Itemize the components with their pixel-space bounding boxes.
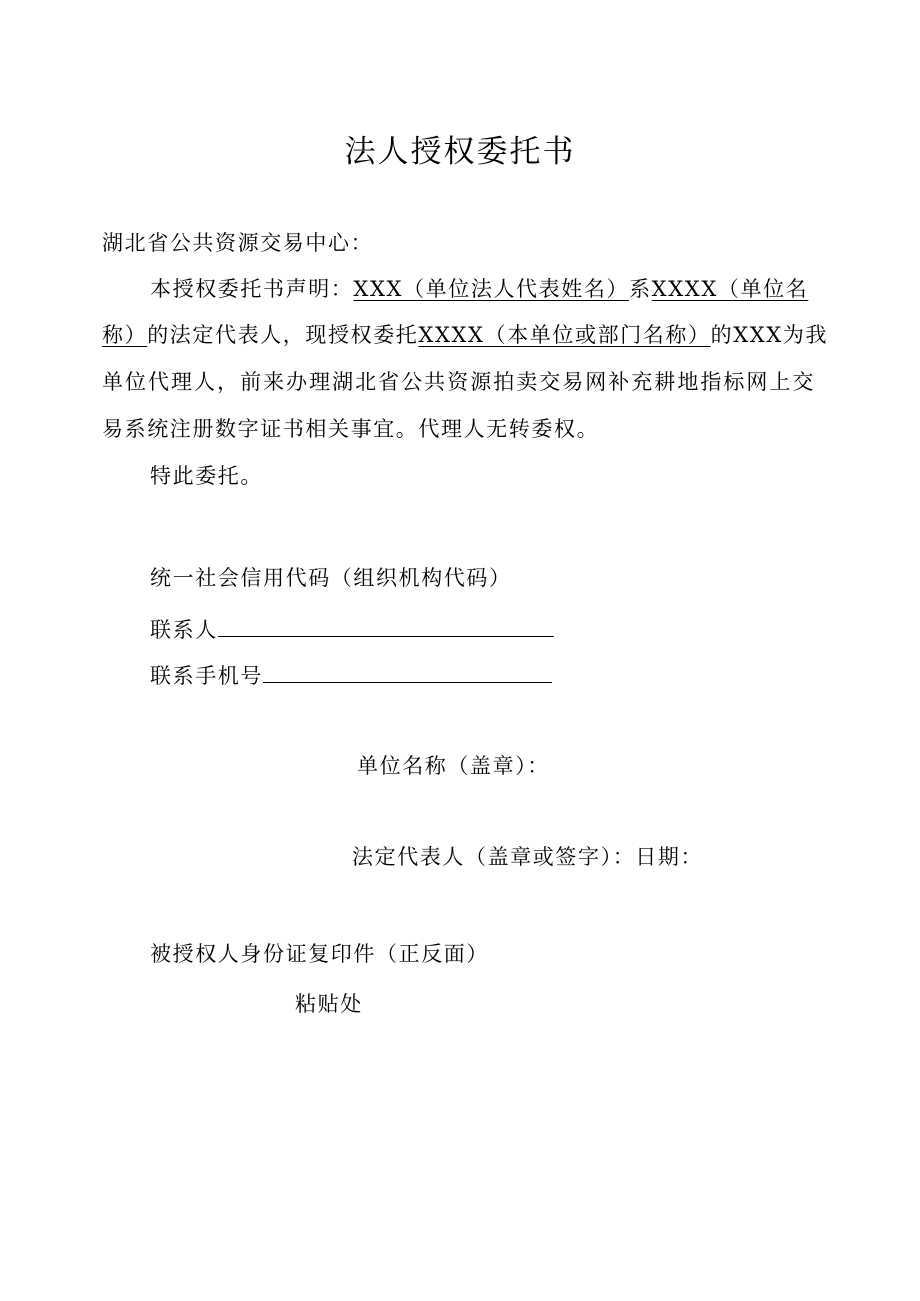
body-line-3: 单位代理人，前来办理湖北省公共资源拍卖交易网补充耕地指标网上交	[102, 370, 815, 394]
body-line-2	[102, 319, 829, 349]
contact-phone-label: 联系手机号	[150, 664, 263, 688]
body-line-4: 易系统注册数字证书相关事宜。代理人无转委权。	[102, 417, 600, 441]
contact-phone-row	[150, 660, 552, 690]
closing-text: 特此委托。	[150, 464, 263, 488]
document-title: 法人授权委托书	[344, 134, 576, 170]
body-line-1	[150, 273, 809, 303]
id-copy-label: 被授权人身份证复印件（正反面）	[150, 942, 489, 966]
contact-phone-blank	[263, 664, 552, 683]
contact-person-row	[150, 614, 554, 644]
credit-code-label: 统一社会信用代码（组织机构代码）	[150, 566, 512, 590]
unit-name-seal: 单位名称（盖章）：	[357, 754, 550, 778]
body-text: 的XXX为我	[710, 323, 829, 347]
body-text: 的法定代表人，现授权委托	[147, 323, 419, 347]
body-text: 系	[629, 277, 652, 301]
paste-here-label: 粘贴处	[295, 992, 363, 1016]
legal-rep-name-placeholder: XXX（单位法人代表姓名）	[353, 277, 630, 301]
unit-name-placeholder: XXXX（单位名	[651, 277, 809, 301]
legal-rep-signature: 法定代表人（盖章或签字）：日期：	[352, 845, 704, 869]
unit-name-placeholder-cont: 称）	[102, 323, 148, 347]
addressee: 湖北省公共资源交易中心：	[102, 231, 374, 255]
body-text: 本授权委托书声明：	[150, 277, 354, 301]
contact-person-label: 联系人	[150, 618, 218, 642]
contact-person-blank	[218, 618, 554, 637]
department-name-placeholder: XXXX（本单位或部门名称）	[418, 323, 711, 347]
